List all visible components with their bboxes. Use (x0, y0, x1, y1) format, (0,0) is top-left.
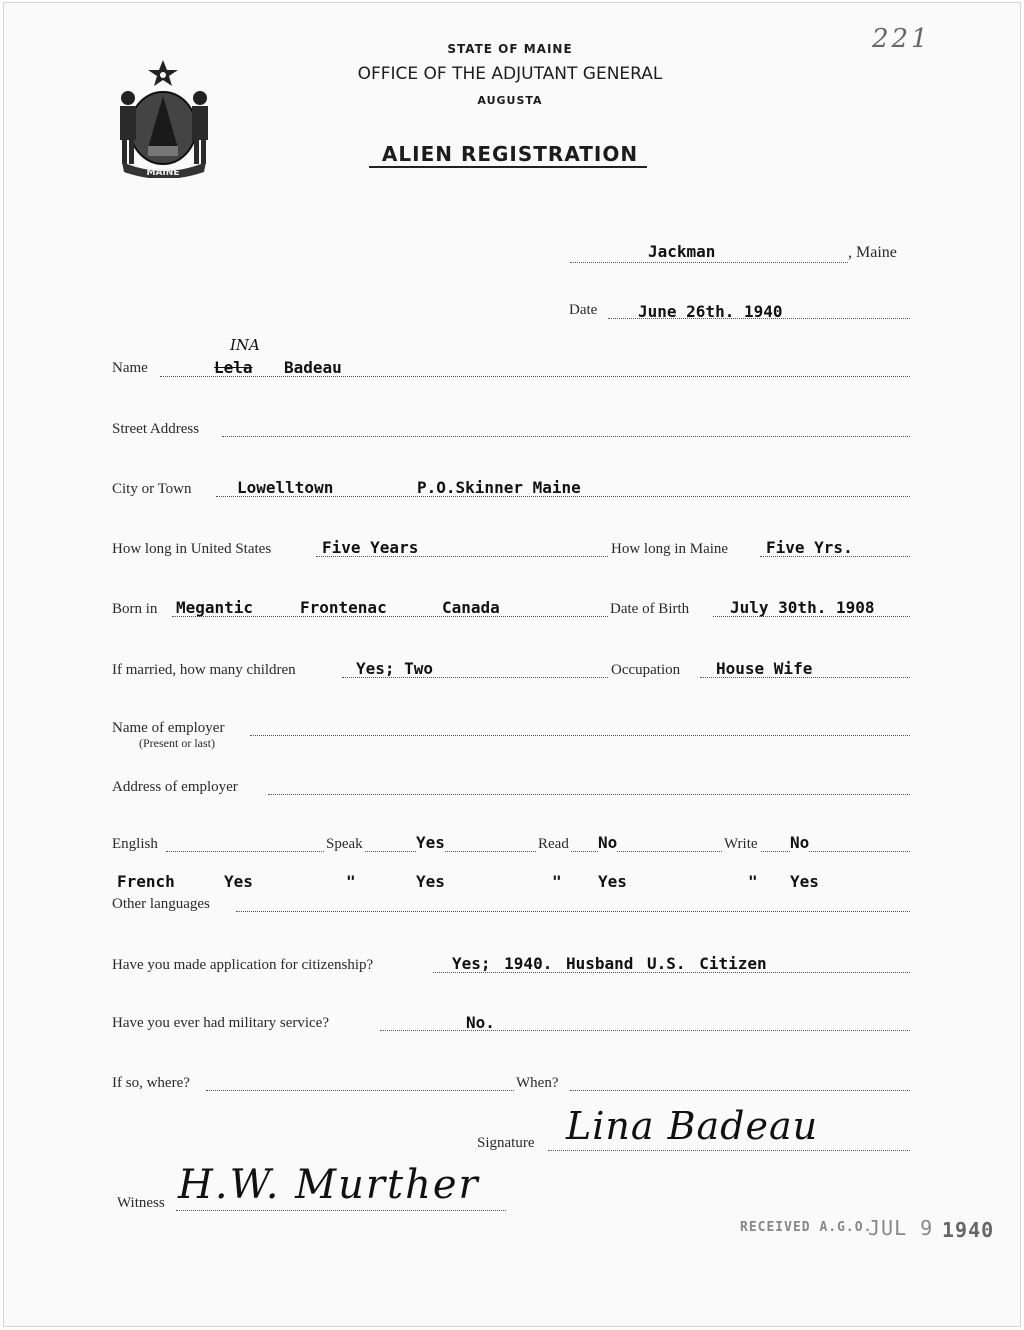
born-in-value-3: Canada (442, 598, 500, 617)
citizenship-value: Yes; 1940. Husband U.S. Citizen (452, 954, 767, 973)
name-first-value: Lela (214, 358, 253, 377)
language-value: French (117, 872, 175, 891)
dotted-line (236, 911, 910, 912)
employer-address-label: Address of employer (112, 779, 238, 795)
language-write-value-2: Yes (790, 872, 819, 891)
english-label: English (112, 836, 158, 852)
english-speak-value: Yes (416, 833, 445, 852)
corner-number: 221 (872, 24, 931, 54)
name-correction: INA (230, 336, 260, 354)
city-value: Lowelltown (237, 478, 334, 497)
english-read-value: No (598, 833, 618, 852)
citizenship-label: Have you made application for citizenship? (112, 957, 374, 973)
date-label: Date (569, 302, 598, 318)
form-title: ALIEN REGISTRATION (381, 142, 639, 166)
english-write-value: No (790, 833, 810, 852)
dotted-line (160, 376, 910, 377)
dotted-line (548, 1150, 910, 1151)
dotted-line (250, 735, 910, 736)
ditto-mark: " (552, 872, 562, 891)
state-label: , Maine (848, 244, 897, 261)
dotted-line (380, 1030, 910, 1031)
occupation-label: Occupation (611, 662, 681, 678)
how-long-maine-value: Five Yrs. (766, 538, 853, 557)
language-speak-value: Yes (224, 872, 253, 891)
ditto-mark: " (748, 872, 758, 891)
how-long-us-label: How long in United States (112, 541, 272, 557)
svg-text:MAINE: MAINE (146, 168, 180, 178)
dotted-line (222, 436, 910, 437)
language-read-value: Yes (416, 872, 445, 891)
write-label: Write (724, 836, 758, 852)
dotted-line (206, 1090, 514, 1091)
military-value: No. (466, 1013, 495, 1032)
name-label: Name (112, 360, 148, 376)
language-write-value: Yes (598, 872, 627, 891)
dotted-line (570, 1090, 910, 1091)
received-stamp-year: 1940 (942, 1218, 995, 1242)
born-in-value-1: Megantic (176, 598, 254, 617)
children-label: If married, how many children (112, 662, 296, 678)
when-label: When? (516, 1075, 559, 1091)
dotted-line (176, 1210, 506, 1211)
po-value: P.O.Skinner Maine (417, 478, 581, 497)
employer-sublabel: (Present or last) (139, 736, 215, 750)
received-stamp-date: JUL 9 (868, 1216, 934, 1240)
name-last-value: Badeau (284, 358, 342, 377)
born-in-value-2: Frontenac (300, 598, 387, 617)
header-city: AUGUSTA (477, 94, 543, 107)
dob-value: July 30th. 1908 (730, 598, 875, 617)
speak-label: Speak (326, 836, 363, 852)
date-value: June 26th. 1940 (638, 302, 783, 321)
how-long-us-value: Five Years (322, 538, 419, 557)
ditto-mark: " (346, 872, 356, 891)
employer-label: Name of employer (112, 720, 225, 736)
how-long-maine-label: How long in Maine (611, 541, 729, 557)
dotted-line (268, 794, 910, 795)
signature-value: Lina Badeau (566, 1104, 819, 1148)
where-label: If so, where? (112, 1075, 190, 1091)
street-label: Street Address (112, 421, 200, 437)
occupation-value: House Wife (716, 659, 813, 678)
signature-label: Signature (477, 1135, 535, 1151)
form-title-underline (369, 166, 647, 168)
children-value: Yes; Two (356, 659, 434, 678)
dotted-line (570, 262, 848, 263)
dob-label: Date of Birth (610, 601, 690, 617)
witness-label: Witness (117, 1195, 165, 1211)
city-label: City or Town (112, 481, 192, 497)
received-stamp-text: RECEIVED A.G.O. (740, 1220, 873, 1235)
other-languages-label: Other languages (112, 896, 210, 912)
military-label: Have you ever had military service? (112, 1015, 329, 1031)
read-label: Read (538, 836, 569, 852)
witness-value: H.W. Murther (178, 1162, 480, 1208)
header-state: STATE OF MAINE (447, 42, 573, 56)
town-value: Jackman (648, 242, 716, 261)
maine-state-seal-icon (108, 58, 220, 178)
header-office: OFFICE OF THE ADJUTANT GENERAL (357, 64, 663, 84)
born-in-label: Born in (112, 601, 158, 617)
